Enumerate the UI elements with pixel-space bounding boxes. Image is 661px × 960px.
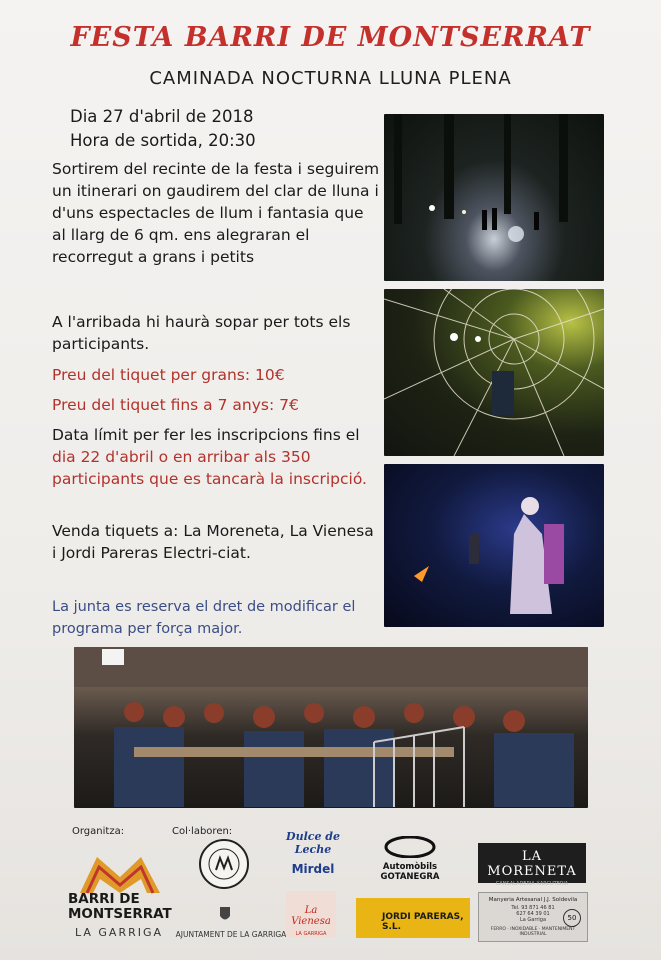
la-vienesa-sub: LA GARRIGA — [295, 931, 327, 937]
organitza-label: Organitza: — [72, 826, 125, 837]
poster-subtitle: CAMINADA NOCTURNA LLUNA PLENA — [149, 68, 512, 89]
barri-subtitle: LA GARRIGA — [75, 926, 164, 939]
deadline-intro: Data límit per fer les inscripcions fins el — [52, 426, 360, 444]
performer-photo — [384, 464, 604, 627]
la-moreneta-sub: CANSALADERIA XARCUTERIA — [495, 881, 569, 887]
event-time: Hora de sortida, 20:30 — [70, 131, 256, 150]
gotanegra-name: Automòbils GOTANEGRA — [380, 862, 440, 882]
poster-title: FESTA BARRI DE MONTSERRAT — [70, 22, 591, 53]
barri-line1: BARRI DE — [68, 891, 140, 907]
la-moreneta-logo — [478, 843, 586, 887]
jordi-pareras-logo — [356, 898, 470, 938]
gotanegra-logo — [366, 836, 454, 882]
dinner-paragraph: A l'arribada hi haurà sopar per tots els participants. — [52, 313, 351, 353]
description-paragraph: Sortirem del recinte de la festa i seguirem un itinerari on gaudirem del clar de lluna i d'uns espectacles de llum i fantasia que al llarg de 6 qm. ens alegraran el recorregut a grans i petits — [52, 160, 380, 266]
manyeria-footer: FERRO · INOXIDABLE · MANTENIMENT INDUSTRIAL — [490, 927, 576, 937]
collaboren-label: Col·laboren: — [172, 826, 233, 837]
night-walk-photo — [384, 114, 604, 281]
ajuntament-shield-icon — [219, 906, 231, 924]
mirdel-line1: Dulce de Leche — [286, 830, 340, 856]
spider-web-photo — [384, 289, 604, 456]
ajuntament-name: AJUNTAMENT DE LA GARRIGA — [175, 930, 287, 939]
la-moreneta-name: LA MORENETA — [487, 849, 577, 879]
manyeria-name: Manyeria Artesanal J.J. Soldevila — [488, 897, 578, 903]
ticket-sales: Venda tiquets a: La Moreneta, La Vienesa i Jordi Pareras Electri-ciat. — [52, 522, 374, 562]
price-kids: Preu del tiquet fins a 7 anys: 7€ — [52, 396, 299, 414]
manyeria-tel: Tel. 93 871 46 81 — [511, 905, 555, 911]
mirdel-logo — [278, 830, 348, 882]
barri-montserrat-logo — [75, 853, 165, 893]
manyeria-logo — [478, 892, 588, 942]
sardanista-seal-logo — [198, 838, 250, 890]
la-vienesa-logo — [286, 891, 336, 937]
la-vienesa-name: La Vienesa — [291, 905, 331, 927]
manyeria-tel2: 627 64 39 01 — [516, 911, 550, 917]
price-adults: Preu del tiquet per grans: 10€ — [52, 366, 285, 384]
jordi-pareras-name: JORDI PARERAS, S.L. — [382, 912, 464, 932]
event-date: Dia 27 d'abril de 2018 — [70, 107, 254, 126]
manyeria-badge: 50 — [563, 909, 581, 927]
barri-line2: MONTSERRAT — [68, 906, 172, 922]
dinner-crowd-photo — [74, 647, 588, 808]
deadline-highlight: dia 22 d'abril o en arribar als 350 participants que es tancarà la inscripció. — [52, 448, 367, 488]
board-note: La junta es reserva el dret de modificar el programa per força major. — [52, 599, 356, 637]
deadline-paragraph — [52, 424, 382, 490]
manyeria-town: La Garriga — [519, 917, 547, 923]
mirdel-line2: Mirdel — [291, 862, 335, 876]
barri-montserrat-name — [68, 891, 172, 922]
